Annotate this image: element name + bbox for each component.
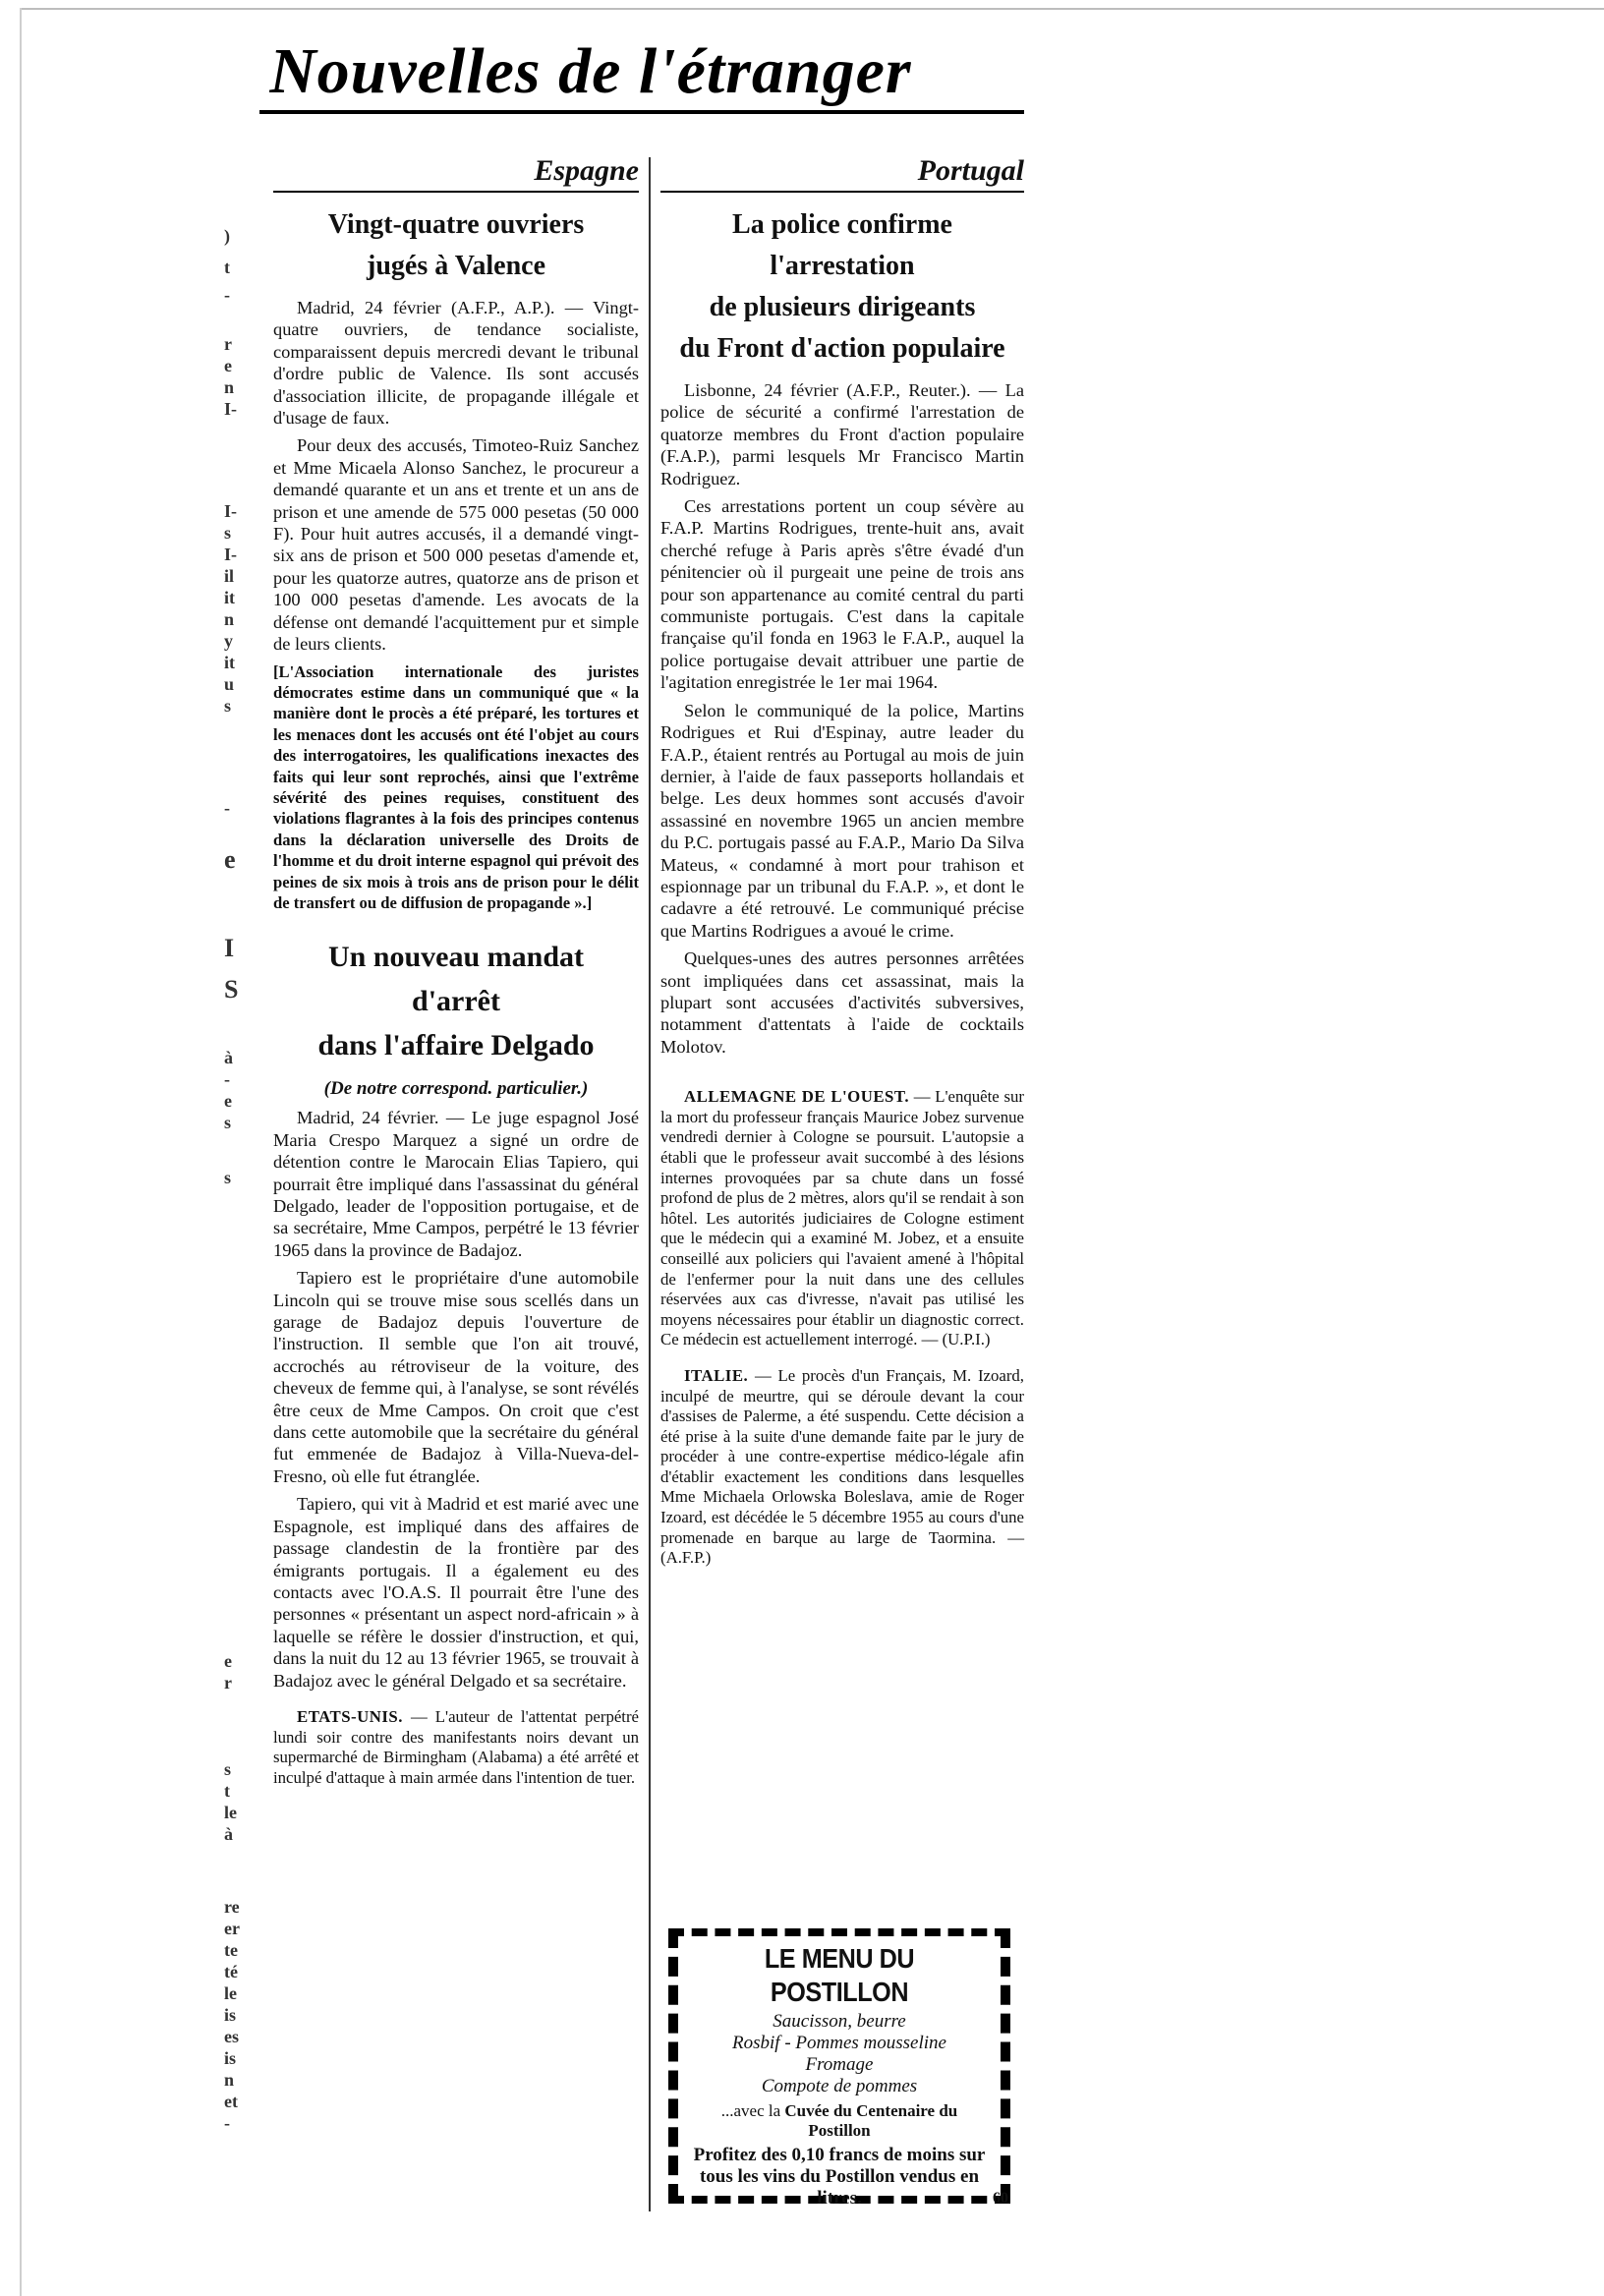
paragraph: Madrid, 24 février (A.F.P., A.P.). — Vingt-quatre ouvriers, de tendance socialiste, comparaissent depuis mercredi devant le tribunal d'ordre public de Valence. Ils sont accusés d'association illicite, de propagande illégale et d'usage de faux. (273, 298, 639, 429)
fragment: té (224, 1962, 238, 1981)
spacer (273, 1692, 639, 1707)
paragraph: Selon le communiqué de la police, Martins Rodrigues et Rui d'Espinay, autre leader du F.A.P., étaient rentrés au Portugal au mois de juin dernier, à l'aide de faux passeports hollandais et belge. Les deux hommes sont accusés d'avoir assassiné en novembre 1965 un ancien membre du P.C. portugais passé au F.A.P., Mario Da Silva Mateus, « condamné à mort pour trahison et espionnage par un tribunal du F.A.P. », et dont le cadavre a été retrouvé. Le communiqué précise que Martins Rodrigues a avoué le crime. (660, 700, 1024, 941)
fragment: u (224, 674, 235, 694)
headline-line: de plusieurs dirigeants (709, 292, 976, 322)
page-number: 60 (993, 2190, 1008, 2207)
fragment: n (224, 377, 235, 397)
masthead-rule (259, 110, 1024, 114)
brief-lead: ETATS-UNIS. (297, 1706, 403, 1726)
fragment: t (224, 1781, 230, 1801)
section-rule (660, 191, 1024, 193)
menu-item: Rosbif - Pommes mousseline (732, 2033, 946, 2053)
fragment: I- (224, 399, 237, 419)
brief-italie (660, 1366, 1024, 1569)
fragment: - (224, 798, 230, 818)
paragraph: Madrid, 24 février. — Le juge espagnol José Maria Crespo Marquez a signé un ordre de détention contre le Marocain Elias Tapiero, qui pourrait être impliqué dans l'assassinat du général Delgado, leader de l'opposition portugaise, et de sa secrétaire, Mme Campos, perpétré le 13 février 1965 dans la province de Badajoz. (273, 1108, 639, 1260)
headline-line: l'arrestation (770, 251, 915, 281)
spacer (660, 1350, 1024, 1366)
scan-border-top (20, 8, 1604, 10)
fragment: is (224, 2005, 237, 2025)
column-espagne (273, 155, 639, 1788)
fragment: it (224, 653, 235, 672)
fragment: y (224, 631, 233, 651)
fragment: à (224, 1824, 233, 1844)
headline-vingt-quatre-ouvriers (273, 204, 639, 287)
headline-line: Vingt-quatre ouvriers (327, 209, 585, 240)
fragment: er (224, 1919, 240, 1938)
section-tag-portugal: Portugal (917, 154, 1024, 187)
menu-items (688, 2011, 991, 2097)
fragment: t (224, 258, 230, 277)
headline-nouveau-mandat (273, 935, 639, 1067)
fragment: r (224, 334, 232, 354)
fragment: - (224, 2113, 230, 2133)
brief-etats-unis (273, 1707, 639, 1788)
headline-line: dans l'affaire Delgado (317, 1029, 595, 1062)
fragment: le (224, 1803, 237, 1822)
article-body-portugal (660, 379, 1024, 1058)
column-portugal (660, 155, 1024, 1569)
headline-line: du Front d'action populaire (679, 333, 1005, 364)
column-divider (649, 157, 651, 2211)
paragraph (660, 1366, 1024, 1569)
fragment: re (224, 1897, 240, 1917)
brief-text: — L'enquête sur la mort du professeur français Maurice Jobez survenue vendredi dernier à Cologne se poursuit. L'autopsie a établi que le professeur avait succombé à des lésions internes provoquées par sa chute dans un fossé profond de plus de 2 mètres, alors qu'il se rendait à son hôtel. Les autorités judiciaires de Cologne estiment que le médecin qui a examiné M. Jobez, et a ensuite conseillé aux policiers qui l'avaient amené à l'hôpital de l'enfermer pour la nuit dans une des cellules réservées aux cas d'ivresse, n'avait pas utilisé les moyens nécessaires pour établir un diagnostic correct. Ce médecin est actuellement interrogé. — (U.P.I.) (660, 1087, 1024, 1349)
menu-promo: Profitez des 0,10 francs de moins sur tous les vins du Postillon vendus en litres. (693, 2145, 986, 2209)
fragment: et (224, 2092, 238, 2111)
brief-lead: ITALIE. (684, 1365, 749, 1385)
cuvee-prefix: ...avec la (720, 2101, 785, 2120)
fragment: ) (224, 226, 230, 246)
menu-item: Fromage (805, 2054, 874, 2075)
advert-menu-postillon (668, 1928, 1010, 2209)
fragment: I (224, 934, 235, 962)
paragraph: Quelques-unes des autres personnes arrêtées sont impliquées dans cet assassinat, mais la plupart sont accusées d'activités subversives, notamment d'attentats à l'aide de cocktails Molotov. (660, 948, 1024, 1057)
fragment: I- (224, 545, 237, 564)
fragment: e (224, 845, 236, 874)
article-body-delgado (273, 1107, 639, 1692)
brief-allemagne (660, 1087, 1024, 1350)
paragraph: Tapiero est le propriétaire d'une automobile Lincoln qui se trouve mise sous scellés dans un garage de Badajoz depuis l'ouverture de l'instruction. Il semble que l'on ait trouvé, accrochés au rétroviseur de la voiture, des cheveux de femme qui, à l'analyse, se sont révélés être ceux de Mme Campos. On croit que c'est dans cette automobile que la secrétaire du général fut emmenée de Badajoz à Villa-Nueva-del-Fresno, où elle fut étranglée. (273, 1268, 639, 1486)
paragraph (273, 1707, 639, 1788)
editor-note-juristes: [L'Association internationale des juristes démocrates estime dans un communiqué que « la manière dont le procès a été préparé, les tortures et les menaces dont les accusés ont été l'objet au cours des interrogatoires, les qualifications inexactes des faits qui leur sont reprochés, ainsi que l'extrême sévérité des peines requises, constituent des violations flagrantes à la fois des principes contenus dans la déclaration universelle des Droits de l'homme et du droit interne espagnol qui prévoit des peines de six mois à trois ans de prison pour le délit de transfert ou de diffusion de propagande ».] (273, 661, 639, 912)
menu-item: Saucisson, beurre (773, 2011, 906, 2032)
fragment: e (224, 1091, 232, 1111)
fragment: s (224, 523, 232, 543)
headline-line: La police confirme (732, 209, 952, 240)
fragment: s (224, 696, 232, 716)
headline-police-confirme (660, 204, 1024, 370)
fragment: s (224, 1759, 232, 1779)
headline-line: Un nouveau mandat (327, 941, 585, 974)
brief-text: — Le procès d'un Français, M. Izoard, inculpé de meurtre, qui se déroule devant la cour d'assises de Palerme, a été suspendu. Cette décision a été prise à la suite d'une demande faite par le jury de procéder à une contre-expertise médico-légale afin d'établir exactement les conditions dans lesquelles Mme Michaela Orlowska Boleslava, amie de Roger Izoard, est décédée le 5 décembre 1955 au cours d'une promenade en barque au large de Taormina. — (A.F.P.) (660, 1365, 1024, 1568)
article-body-valence (273, 297, 639, 656)
fragment: s (224, 1113, 232, 1132)
spacer (660, 1058, 1024, 1087)
fragment: it (224, 588, 235, 607)
section-rule (273, 191, 639, 193)
fragment: - (224, 1069, 230, 1089)
fragment: n (224, 2070, 235, 2090)
paragraph (660, 1087, 1024, 1350)
fragment: e (224, 1651, 232, 1671)
fragment: is (224, 2048, 237, 2068)
fragment: à (224, 1048, 233, 1067)
paragraph: Lisbonne, 24 février (A.F.P., Reuter.). — La police de sécurité a confirmé l'arrestation de quatorze membres du Front d'action populaire (F.A.P.), parmi lesquels Mr Francisco Martin Rodriguez. (660, 380, 1024, 488)
fragment: te (224, 1940, 238, 1960)
brief-text: — L'auteur de l'attentat perpétré lundi soir contre des manifestants noirs devant un supermarché de Birmingham (Alabama) a été arrêté et inculpé d'attaque à main armée dans l'intention de tuer. (273, 1706, 639, 1787)
headline-line: d'arrêt (412, 985, 500, 1018)
brief-lead: ALLEMAGNE DE L'OUEST. (684, 1087, 910, 1107)
cuvee-name: Cuvée du Centenaire du Postillon (784, 2101, 958, 2140)
byline: (De notre correspond. particulier.) (323, 1078, 589, 1100)
fragment: - (224, 285, 230, 305)
fragment: es (224, 2027, 239, 2046)
scan-border-left (20, 8, 22, 2296)
section-tag-espagne: Espagne (534, 154, 639, 187)
headline-line: jugés à Valence (367, 251, 545, 281)
fragment: n (224, 609, 235, 629)
menu-cuvee (688, 2101, 991, 2141)
paragraph: Pour deux des accusés, Timoteo-Ruiz Sanchez et Mme Micaela Alonso Sanchez, le procureur a demandé quarante et un ans et trente et un ans de prison et une amende de 575 000 pesetas (50 000 F). Pour huit autres accusés, il a demandé vingt-six ans de prison et 500 000 pesetas d'amende et, pour les quatorze autres, quatorze ans de prison et 100 000 pesetas d'amende. Les avocats de la défense ont demandé l'acquittement pur et simple de leurs clients. (273, 435, 639, 655)
fragment: S (224, 975, 239, 1004)
fragment: I- (224, 501, 237, 521)
advert-title: LE MENU DU POSTILLON (764, 1943, 915, 2007)
paragraph: Ces arrestations portent un coup sévère au F.A.P. Martins Rodrigues, trente-huit ans, avait cherché refuge à Paris après s'être évadé d'un pénitencier où il purgeait une peine de trois ans pour son appartenance au comité central du parti communiste portugais. C'est dans la capitale française qu'il fonda en 1963 le F.A.P., auquel la police portugaise devait attribuer une partie de l'agitation enregistrée le 1er mai 1964. (660, 496, 1024, 693)
menu-item: Compote de pommes (761, 2076, 918, 2096)
fragment: le (224, 1983, 237, 2003)
paragraph: Tapiero, qui vit à Madrid et est marié avec une Espagnole, est impliqué dans des affaires de passage clandestin de la frontière par des émigrants portugais. Il a également eu des contacts avec l'O.A.S. Il pourrait être l'une des personnes « présentant un aspect nord-africain » à laquelle se réfère le dossier d'instruction, et qui, dans la nuit du 12 au 13 février 1965, se trouvait à Badajoz avec le général Delgado et sa secrétaire. (273, 1494, 639, 1691)
fragment: s (224, 1168, 232, 1187)
fragment: e (224, 356, 232, 375)
masthead-title: Nouvelles de l'étranger (269, 35, 912, 107)
fragment: il (224, 566, 235, 586)
fragment: r (224, 1673, 232, 1693)
